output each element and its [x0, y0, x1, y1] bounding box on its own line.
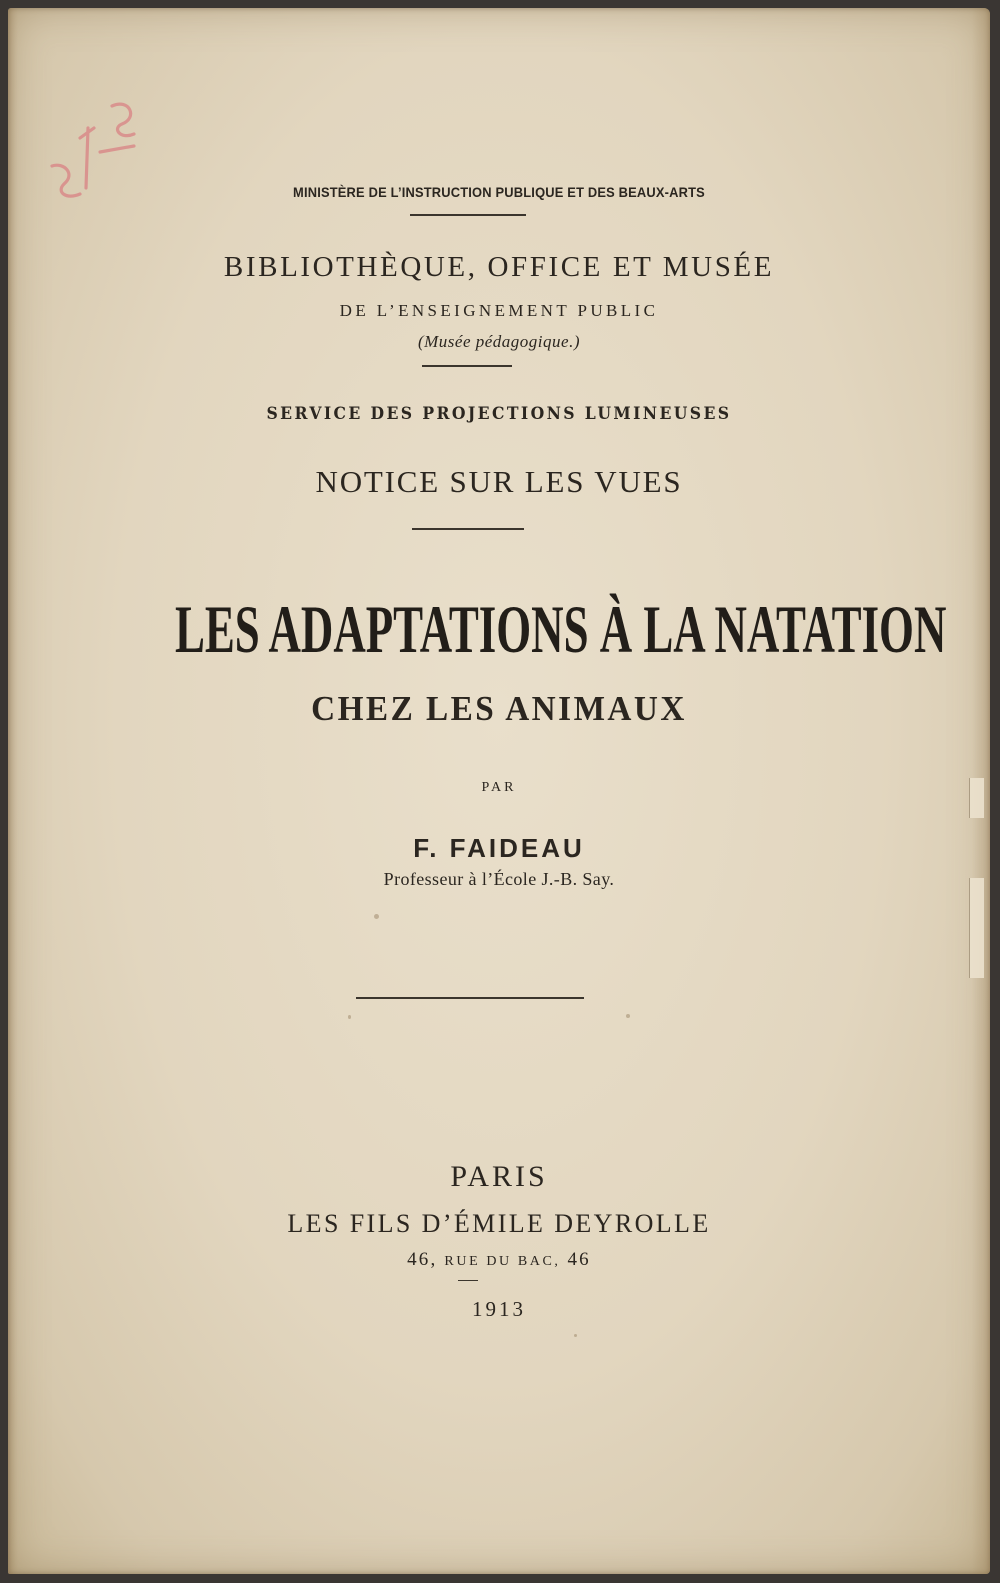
foxing-spot	[348, 1015, 351, 1019]
address-street: RUE DU BAC,	[444, 1254, 561, 1269]
subtitle: CHEZ LES ANIMAUX	[311, 689, 687, 728]
publisher-name: LES FILS D’ÉMILE DEYROLLE	[287, 1209, 711, 1238]
divider-rule	[410, 214, 526, 216]
notice-heading: NOTICE SUR LES VUES	[315, 464, 683, 499]
author-affiliation: Professeur à l’École J.-B. Say.	[383, 869, 615, 889]
ministry-heading: MINISTÈRE DE L’INSTRUCTION PUBLIQUE ET DES BEAUX-ARTS	[293, 184, 705, 200]
foxing-spot	[374, 914, 379, 919]
divider-rule	[422, 365, 512, 367]
foxing-spot	[574, 1334, 577, 1337]
author-name: F. FAIDEAU	[413, 833, 585, 863]
main-title: LES ADAPTATIONS À LA NATATION	[174, 591, 947, 667]
divider-rule	[356, 997, 584, 999]
publication-city: PARIS	[450, 1160, 548, 1193]
document-page	[8, 8, 990, 1574]
service-heading: SERVICE DES PROJECTIONS LUMINEUSES	[266, 404, 732, 424]
publication-year: 1913	[472, 1297, 526, 1321]
address-number-right: 46	[567, 1249, 591, 1270]
publisher-address	[8, 1249, 990, 1271]
foxing-spot	[626, 1014, 630, 1018]
address-number-left: 46,	[407, 1249, 438, 1270]
institution-name: BIBLIOTHÈQUE, OFFICE ET MUSÉE	[223, 251, 775, 283]
institution-subname: DE L’ENSEIGNEMENT PUBLIC	[339, 301, 659, 320]
edge-tear	[969, 878, 984, 978]
divider-rule	[458, 1280, 478, 1281]
divider-rule	[412, 528, 524, 530]
by-label: PAR	[481, 780, 517, 795]
institution-note: (Musée pédagogique.)	[417, 332, 580, 351]
